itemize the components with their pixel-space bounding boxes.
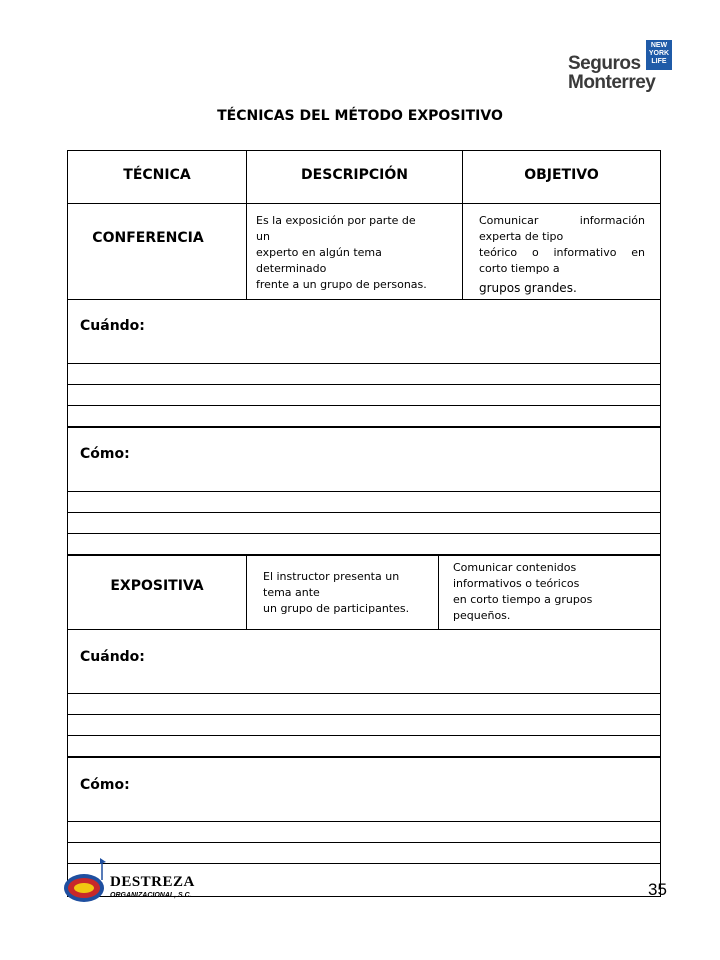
destreza-logo-line2: ORGANIZACIONAL, S.C. (110, 892, 192, 899)
logo-brand-line1: Seguros (568, 53, 641, 74)
technique-conferencia: CONFERENCIA (92, 230, 204, 246)
logo-brand-line2: Monterrey (568, 72, 656, 93)
header-objetivo: OBJETIVO (524, 167, 599, 183)
header-tecnica: TÉCNICA (123, 167, 191, 183)
objective-expositiva: Comunicar contenidos informativos o teóricos en corto tiempo a grupos pequeños. (453, 561, 593, 622)
document-title: TÉCNICAS DEL MÉTODO EXPOSITIVO (217, 108, 503, 124)
objective-conferencia: Comunicar información experta de tipo teórico o informativo en corto tiempo a grupos grandes. (479, 214, 645, 295)
description-expositiva: El instructor presenta un tema ante un grupo de participantes. (263, 570, 410, 615)
page-number: 35 (648, 880, 667, 899)
como-label-1: Cómo: (80, 446, 130, 462)
destreza-logo (62, 858, 195, 908)
technique-expositiva: EXPOSITIVA (110, 578, 204, 594)
como-label-2: Cómo: (80, 777, 130, 793)
cuando-label-2: Cuándo: (80, 649, 145, 665)
seguros-monterrey-logo (568, 36, 676, 98)
header-descripcion: DESCRIPCIÓN (301, 167, 408, 183)
description-conferencia: Es la exposición por parte de un experto en algún tema determinado frente a un grupo de personas. (256, 214, 427, 291)
cuando-label-1: Cuándo: (80, 318, 145, 334)
destreza-logo-line1: DESTREZA (110, 874, 195, 890)
new-york-life-badge: NEW YORK LIFE (646, 40, 672, 70)
